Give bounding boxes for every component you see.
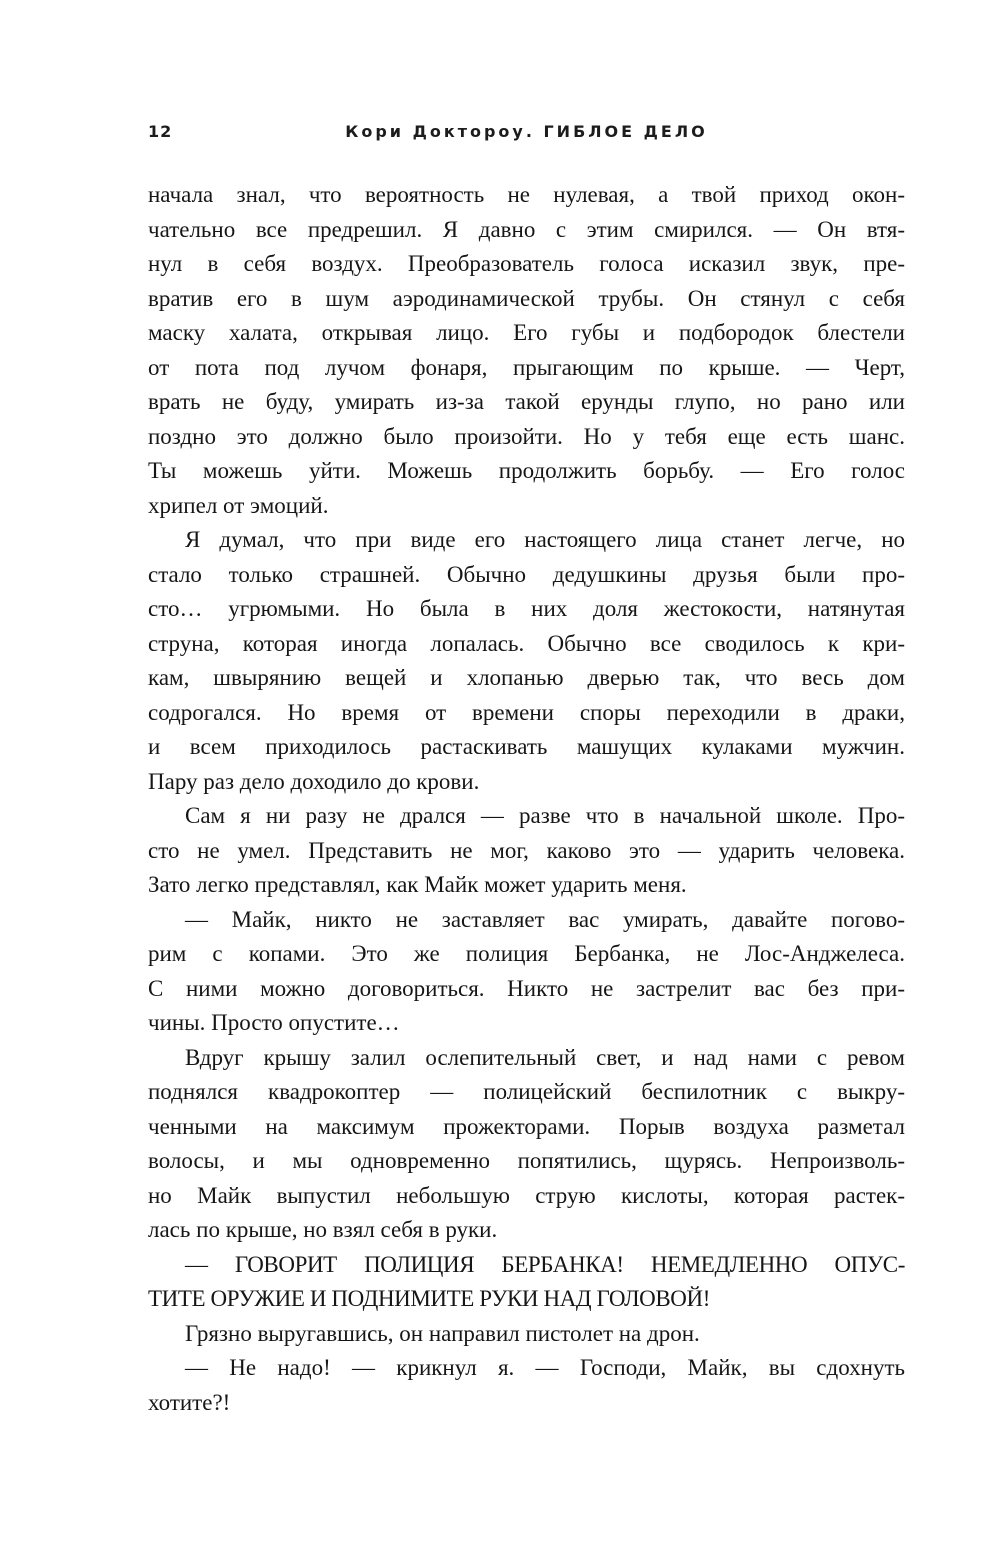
- text-line: Грязно выругавшись, он направил пистолет на дрон.: [185, 1320, 700, 1346]
- running-title: Кори Доктороу. ГИБЛОЕ ДЕЛО: [345, 122, 708, 141]
- text-line: чательно все предрешил. Я давно с этим смирился. — Он втя-: [148, 216, 905, 242]
- page-header: [148, 122, 905, 144]
- text-line: — Не надо! — крикнул я. — Господи, Майк, вы сдохнуть: [185, 1355, 905, 1380]
- text-line: и всем приходилось растаскивать машущих кулаками мужчин.: [148, 734, 905, 759]
- text-line: хотите?!: [148, 1389, 231, 1415]
- text-line: поздно это должно было произойти. Но у тебя еще есть шанс.: [148, 423, 905, 449]
- paragraph: [148, 523, 905, 799]
- text-line: Зато легко представлял, как Майк может ударить меня.: [148, 872, 687, 897]
- text-line: Пару раз дело доходило до крови.: [148, 768, 480, 794]
- text-line: от пота под лучом фонаря, прыгающим по крыше. — Черт,: [148, 354, 905, 380]
- text-line: Ты можешь уйти. Можешь продолжить борьбу. — Его голос: [148, 458, 905, 483]
- text-line: вратив его в шум аэродинамической трубы. Он стянул с себя: [148, 285, 905, 311]
- text-line: — Майк, никто не заставляет вас умирать, давайте погово-: [185, 906, 905, 932]
- text-line: ТИТЕ ОРУЖИЕ И ПОДНИМИТЕ РУКИ НАД ГОЛОВОЙ!: [148, 1286, 710, 1311]
- text-line: струна, которая иногда лопалась. Обычно все сводилось к кри-: [148, 630, 905, 656]
- text-line: хрипел от эмоций.: [148, 492, 329, 518]
- page-number: 12: [148, 122, 173, 141]
- paragraph: [148, 1041, 905, 1248]
- text-line: Вдруг крышу залил ослепительный свет, и над нами с ревом: [185, 1044, 905, 1070]
- paragraph: [148, 178, 905, 523]
- text-line: сто… угрюмыми. Но была в них доля жестокости, натянутая: [148, 596, 905, 621]
- text-line: — ГОВОРИТ ПОЛИЦИЯ БЕРБАНКА! НЕМЕДЛЕННО ОПУС-: [185, 1251, 905, 1277]
- text-line: С ними можно договориться. Никто не застрелит вас без при-: [148, 975, 905, 1001]
- text-line: сто не умел. Представить не мог, каково это — ударить человека.: [148, 837, 905, 863]
- text-line: Сам я ни разу не дрался — разве что в начальной школе. Про-: [185, 803, 905, 828]
- text-line: маску халата, открывая лицо. Его губы и подбородок блестели: [148, 320, 905, 345]
- text-line: рим с копами. Это же полиция Бербанка, не Лос-Анджелеса.: [148, 941, 905, 966]
- text-line: чины. Просто опустите…: [148, 1010, 400, 1035]
- text-line: стало только страшней. Обычно дедушкины друзья были про-: [148, 561, 905, 587]
- text-line: но Майк выпустил небольшую струю кислоты, которая растек-: [148, 1182, 905, 1208]
- text-line: лась по крыше, но взял себя в руки.: [148, 1217, 498, 1242]
- text-line: волосы, и мы одновременно попятились, щурясь. Непроизволь-: [148, 1148, 905, 1173]
- paragraph: [148, 1248, 905, 1317]
- text-line: Я думал, что при виде его настоящего лица станет легче, но: [185, 527, 905, 552]
- paragraph: [148, 903, 905, 1041]
- text-line: начала знал, что вероятность не нулевая, а твой приход окон-: [148, 182, 905, 207]
- text-line: нул в себя воздух. Преобразователь голоса исказил звук, пре-: [148, 251, 905, 276]
- text-line: ченными на максимум прожекторами. Порыв воздуха разметал: [148, 1113, 905, 1139]
- paragraph: [148, 1317, 905, 1352]
- paragraph: [148, 799, 905, 903]
- paragraph: [148, 1351, 905, 1420]
- text-line: врать не буду, умирать из-за такой ерунды глупо, но рано или: [148, 389, 905, 414]
- text-block: [148, 178, 905, 1420]
- text-line: содрогался. Но время от времени споры переходили в драки,: [148, 699, 905, 725]
- text-line: поднялся квадрокоптер — полицейский беспилотник с выкру-: [148, 1079, 905, 1104]
- text-line: кам, швырянию вещей и хлопанью дверью так, что весь дом: [148, 665, 905, 690]
